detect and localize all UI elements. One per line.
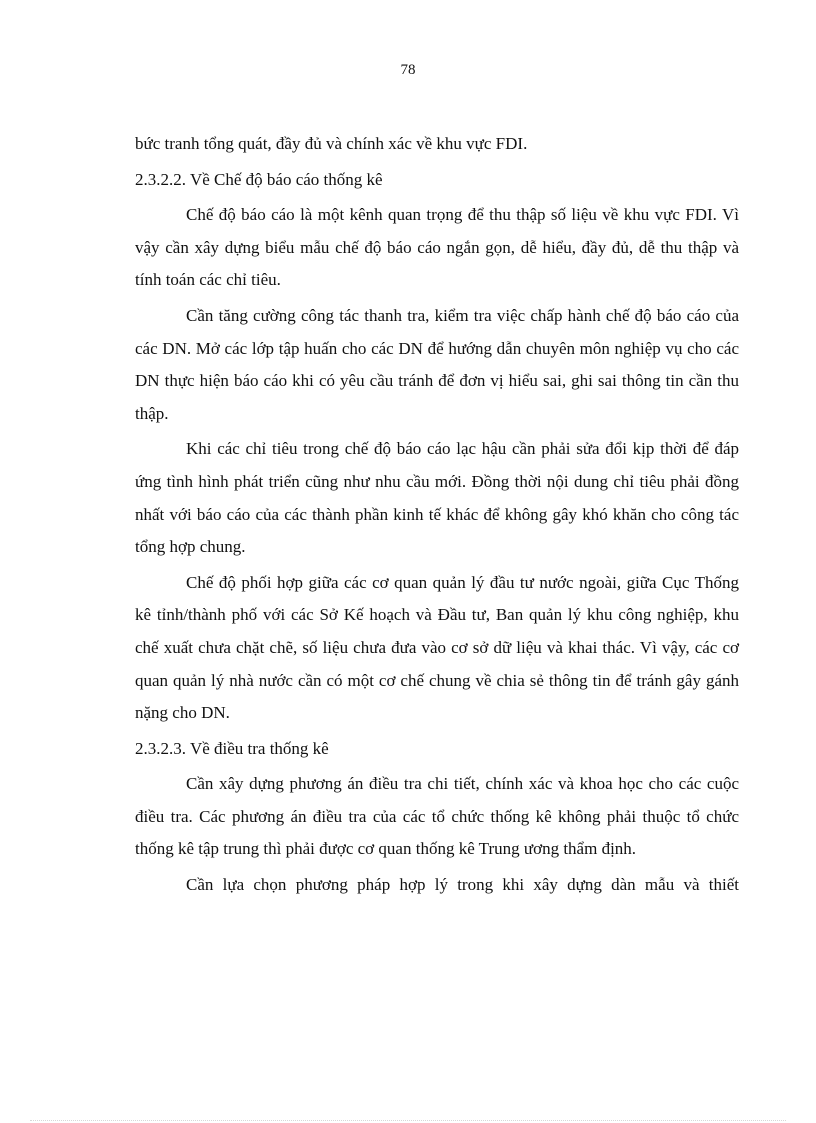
section-heading-2-3-2-3: 2.3.2.3. Về điều tra thống kê xyxy=(135,738,329,758)
section-heading-2-3-2-2: 2.3.2.2. Về Chế độ báo cáo thống kê xyxy=(135,169,383,189)
paragraph: Cần tăng cường công tác thanh tra, kiểm tra việc chấp hành chế độ báo cáo của các DN. Mở các lớp tập huấn cho các DN để hướng dẫn chuyên môn nghiệp vụ cho các DN thực hiện báo cáo khi có yêu cầu tránh để đơn vị hiểu sai, ghi sai thông tin cần thu thập. xyxy=(135,305,739,423)
paragraph-continued: bức tranh tổng quát, đầy đủ và chính xác về khu vực FDI. xyxy=(135,134,528,153)
paragraph: Chế độ báo cáo là một kênh quan trọng để thu thập số liệu về khu vực FDI. Vì vậy cần xây dựng biểu mẫu chế độ báo cáo ngắn gọn, dễ hiểu, đầy đủ, dễ thu thập và tính toán các chỉ tiêu. xyxy=(135,205,739,290)
paragraph-cut: Cần lựa chọn phương pháp hợp lý trong khi xây dựng dàn mẫu và thiết xyxy=(186,875,739,895)
page-number: 78 xyxy=(400,62,416,78)
paragraph: Chế độ phối hợp giữa các cơ quan quản lý đầu tư nước ngoài, giữa Cục Thống kê tỉnh/thành phố với các Sở Kế hoạch và Đầu tư, Ban quản lý khu công nghiệp, khu chế xuất chưa chặt chẽ, số liệu chưa đưa vào cơ sở dữ liệu và khai thác. Vì vậy, các cơ quan quản lý nhà nước cần có một cơ chế chung về chia sẻ thông tin để tránh gây gánh nặng cho DN. xyxy=(135,572,739,723)
paragraph: Cần xây dựng phương án điều tra chi tiết, chính xác và khoa học cho các cuộc điều tra. Các phương án điều tra của các tổ chức thống kê không phải thuộc tổ chức thống kê tập trung thì phải được cơ quan thống kê Trung ương thẩm định. xyxy=(135,774,739,859)
page-bottom-divider xyxy=(30,1120,786,1121)
paragraph: Khi các chỉ tiêu trong chế độ báo cáo lạc hậu cần phải sửa đổi kịp thời để đáp ứng tình hình phát triển cũng như nhu cầu mới. Đồng thời nội dung chỉ tiêu phải đồng nhất với báo cáo của các thành phần kinh tế khác để không gây khó khăn cho công tác tổng hợp chung. xyxy=(135,439,739,557)
document-body xyxy=(135,128,739,902)
